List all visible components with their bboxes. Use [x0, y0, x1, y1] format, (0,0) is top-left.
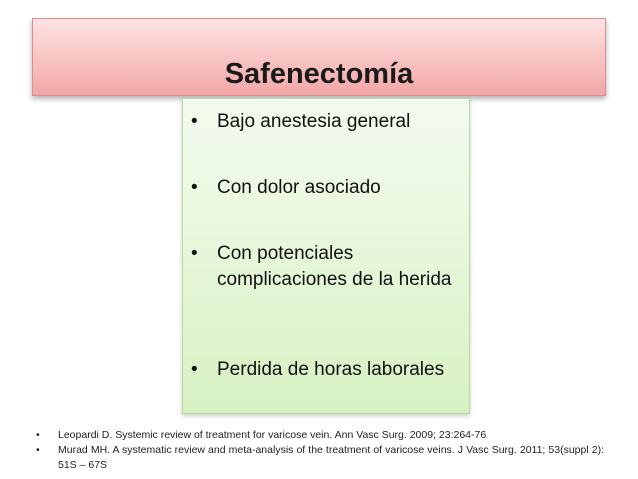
reference-bullet: • — [36, 444, 40, 456]
reference-text: Murad MH. A systematic review and meta-analysis of the treatment of varicose veins. J Vasc Surg. 2011; 53(suppl 2): 51S – 67S — [58, 444, 604, 471]
bullet-text: Perdida de horas laborales — [217, 359, 445, 380]
bullet-item — [191, 357, 461, 383]
bullet-item — [191, 109, 461, 135]
bullet-symbol: • — [191, 359, 198, 380]
bullet-item — [191, 175, 461, 201]
reference-text: Leopardi D. Systemic review of treatment for varicose vein. Ann Vasc Surg. 2009; 23:264-76 — [58, 429, 487, 441]
reference-item — [36, 443, 604, 473]
slide-title: Safenectomía — [224, 58, 414, 90]
reference-item — [36, 428, 604, 443]
bullet-text: Bajo anestesia general — [217, 111, 411, 132]
bullet-symbol: • — [191, 177, 198, 198]
bullet-text: Con dolor asociado — [217, 177, 381, 198]
references — [36, 428, 604, 473]
bullet-text: Con potenciales complicaciones de la herida — [217, 243, 452, 290]
content-box — [182, 98, 470, 414]
reference-bullet: • — [36, 429, 40, 441]
bullet-symbol: • — [191, 243, 198, 264]
bullet-item — [191, 241, 461, 293]
bullet-symbol: • — [191, 111, 198, 132]
title-box — [32, 18, 606, 96]
